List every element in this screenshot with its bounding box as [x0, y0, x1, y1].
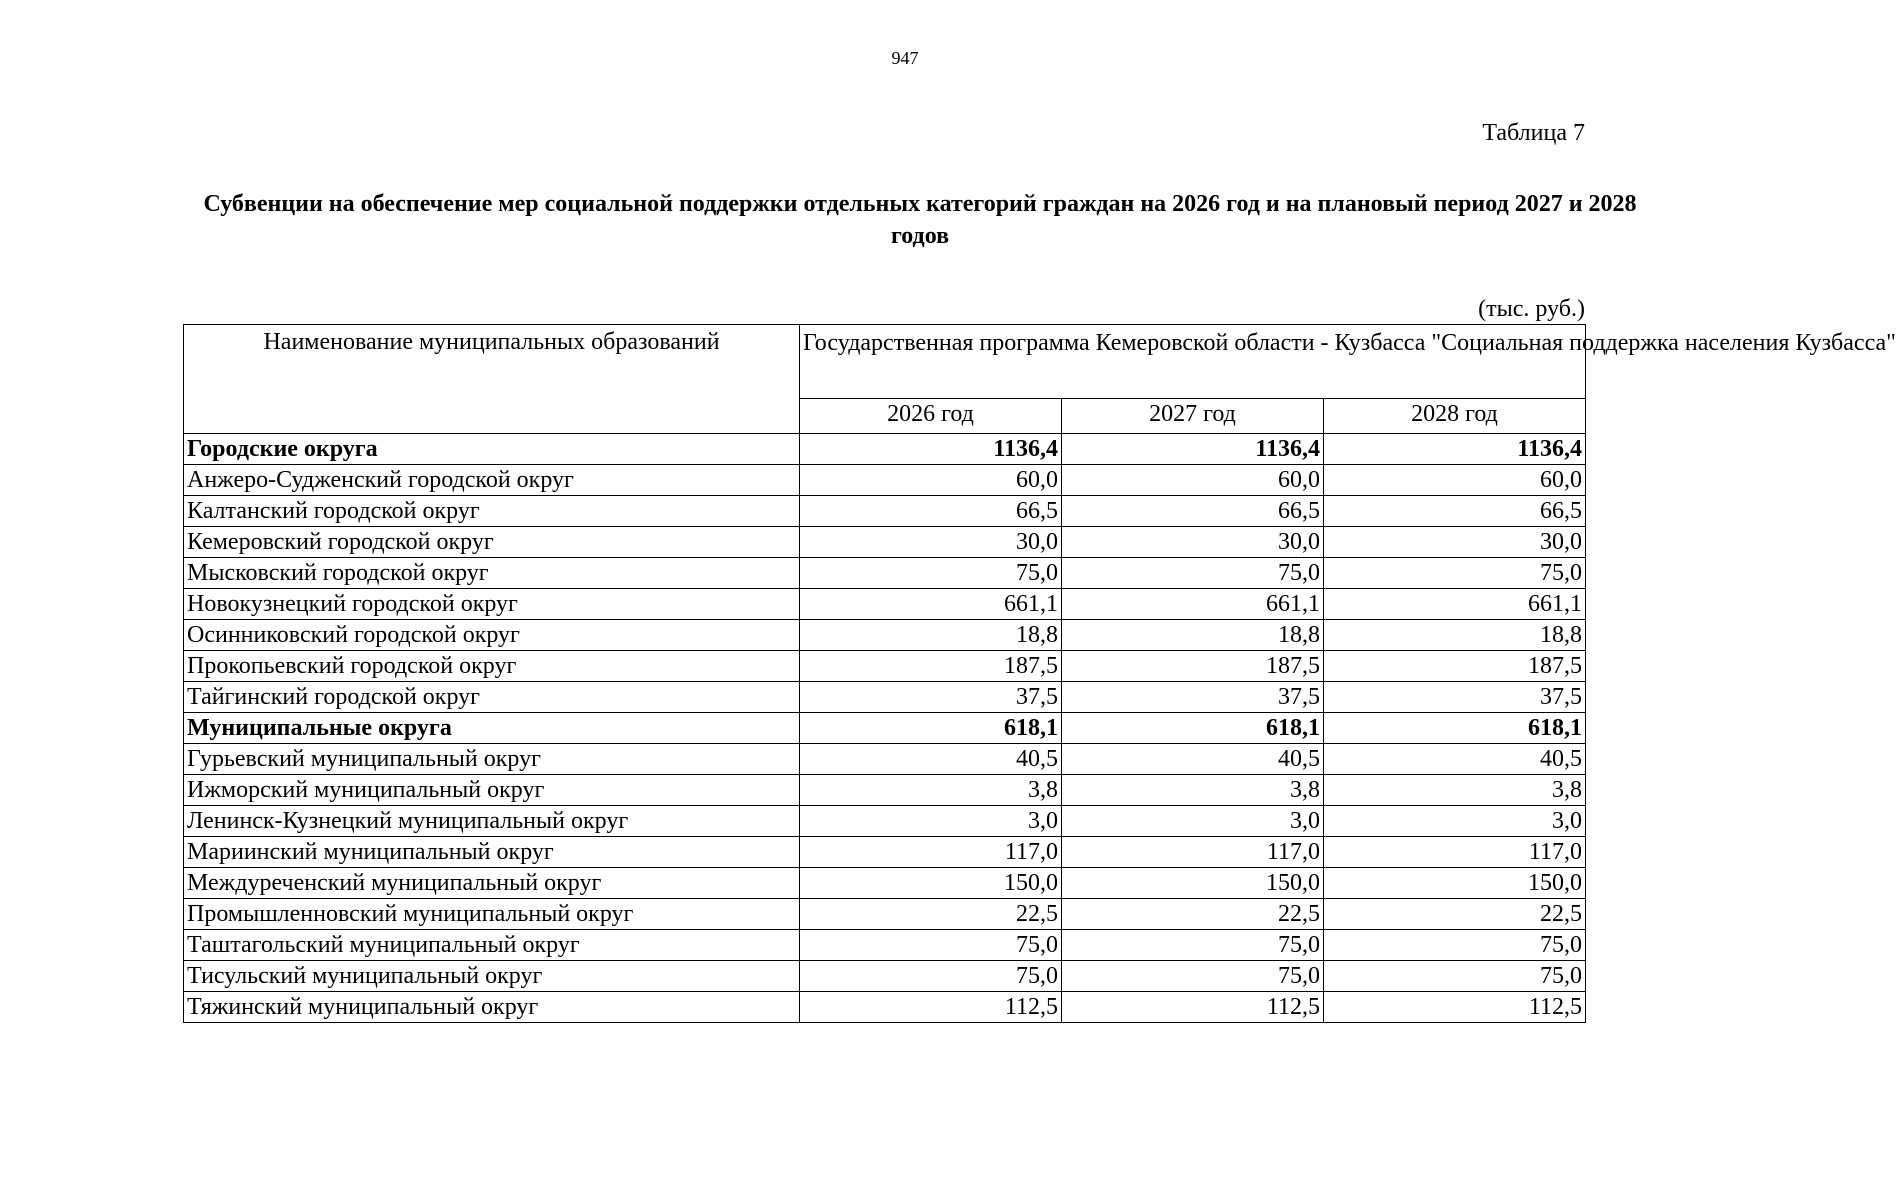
table-row	[184, 496, 1586, 527]
value-2026-год: 187,5	[800, 651, 1062, 682]
table-group-row	[184, 713, 1586, 744]
header-program: Государственная программа Кемеровской области - Кузбасса "Социальная поддержка населения Кузбасса"	[800, 325, 1586, 399]
document-title: Субвенции на обеспечение мер социальной поддержки отдельных категорий граждан на 2026 год и на плановый период 2027 и 2028 годов	[203, 191, 1637, 249]
municipality-name: Междуреченский муниципальный округ	[184, 868, 800, 899]
municipality-name: Калтанский городской округ	[184, 496, 800, 527]
value-2027-год: 117,0	[1062, 837, 1324, 868]
table-row	[184, 961, 1586, 992]
municipality-name: Кемеровский городской округ	[184, 527, 800, 558]
value-2028-год: 22,5	[1324, 899, 1586, 930]
municipality-name: Осинниковский городской округ	[184, 620, 800, 651]
table-row	[184, 744, 1586, 775]
units-label: (тыс. руб.)	[1478, 296, 1585, 322]
value-2026-год: 66,5	[800, 496, 1062, 527]
value-2028-год: 3,0	[1324, 806, 1586, 837]
table-body	[184, 434, 1586, 1023]
value-2026-год: 112,5	[800, 992, 1062, 1023]
value-2027-год: 112,5	[1062, 992, 1324, 1023]
value-2028-год: 661,1	[1324, 589, 1586, 620]
table-row	[184, 899, 1586, 930]
header-name-column: Наименование муниципальных образований	[184, 325, 800, 434]
table-row	[184, 682, 1586, 713]
value-2027-год: 661,1	[1062, 589, 1324, 620]
value-2028-год: 112,5	[1324, 992, 1586, 1023]
municipality-name: Мариинский муниципальный округ	[184, 837, 800, 868]
value-2026-год: 75,0	[800, 558, 1062, 589]
table-row	[184, 651, 1586, 682]
municipality-name: Тайгинский городской округ	[184, 682, 800, 713]
value-2027-год: 1136,4	[1062, 434, 1324, 465]
municipality-name: Ижморский муниципальный округ	[184, 775, 800, 806]
value-2027-год: 618,1	[1062, 713, 1324, 744]
page-number: 947	[891, 48, 919, 68]
value-2027-год: 37,5	[1062, 682, 1324, 713]
value-2028-год: 150,0	[1324, 868, 1586, 899]
municipality-name: Тисульский муниципальный округ	[184, 961, 800, 992]
table-label: Таблица 7	[1482, 120, 1585, 146]
value-2026-год: 30,0	[800, 527, 1062, 558]
value-2026-год: 40,5	[800, 744, 1062, 775]
value-2028-год: 75,0	[1324, 930, 1586, 961]
value-2027-год: 18,8	[1062, 620, 1324, 651]
value-2027-год: 187,5	[1062, 651, 1324, 682]
municipality-name: Анжеро-Судженский городской округ	[184, 465, 800, 496]
table-row	[184, 527, 1586, 558]
municipality-name: Городские округа	[184, 434, 800, 465]
value-2027-год: 150,0	[1062, 868, 1324, 899]
table-row	[184, 868, 1586, 899]
value-2028-год: 66,5	[1324, 496, 1586, 527]
municipality-name: Прокопьевский городской округ	[184, 651, 800, 682]
value-2028-год: 75,0	[1324, 558, 1586, 589]
municipality-name: Гурьевский муниципальный округ	[184, 744, 800, 775]
value-2028-год: 117,0	[1324, 837, 1586, 868]
value-2026-год: 75,0	[800, 961, 1062, 992]
municipality-name: Тяжинский муниципальный округ	[184, 992, 800, 1023]
value-2027-год: 75,0	[1062, 558, 1324, 589]
value-2027-год: 60,0	[1062, 465, 1324, 496]
value-2027-год: 75,0	[1062, 930, 1324, 961]
subventions-table	[183, 324, 1896, 1023]
header-year-2028: 2028 год	[1324, 398, 1586, 433]
value-2026-год: 150,0	[800, 868, 1062, 899]
value-2028-год: 75,0	[1324, 961, 1586, 992]
value-2026-год: 618,1	[800, 713, 1062, 744]
value-2028-год: 30,0	[1324, 527, 1586, 558]
value-2028-год: 37,5	[1324, 682, 1586, 713]
value-2026-год: 3,8	[800, 775, 1062, 806]
municipality-name: Мысковский городской округ	[184, 558, 800, 589]
value-2027-год: 3,0	[1062, 806, 1324, 837]
table-row	[184, 558, 1586, 589]
header-year-2027: 2027 год	[1062, 398, 1324, 433]
value-2028-год: 1136,4	[1324, 434, 1586, 465]
table-row	[184, 465, 1586, 496]
municipality-name: Ленинск-Кузнецкий муниципальный округ	[184, 806, 800, 837]
value-2026-год: 18,8	[800, 620, 1062, 651]
value-2027-год: 22,5	[1062, 899, 1324, 930]
value-2027-год: 75,0	[1062, 961, 1324, 992]
municipality-name: Промышленновский муниципальный округ	[184, 899, 800, 930]
municipality-name: Муниципальные округа	[184, 713, 800, 744]
header-year-2026: 2026 год	[800, 398, 1062, 433]
municipality-name: Таштагольский муниципальный округ	[184, 930, 800, 961]
value-2026-год: 117,0	[800, 837, 1062, 868]
value-2028-год: 187,5	[1324, 651, 1586, 682]
value-2026-год: 60,0	[800, 465, 1062, 496]
municipality-name: Новокузнецкий городской округ	[184, 589, 800, 620]
value-2027-год: 40,5	[1062, 744, 1324, 775]
value-2027-год: 30,0	[1062, 527, 1324, 558]
value-2028-год: 40,5	[1324, 744, 1586, 775]
value-2026-год: 1136,4	[800, 434, 1062, 465]
value-2028-год: 18,8	[1324, 620, 1586, 651]
table-row	[184, 837, 1586, 868]
value-2028-год: 618,1	[1324, 713, 1586, 744]
table-row	[184, 620, 1586, 651]
table-row	[184, 930, 1586, 961]
value-2026-год: 661,1	[800, 589, 1062, 620]
table-row	[184, 589, 1586, 620]
value-2027-год: 3,8	[1062, 775, 1324, 806]
table-group-row	[184, 434, 1586, 465]
value-2028-год: 3,8	[1324, 775, 1586, 806]
value-2026-год: 3,0	[800, 806, 1062, 837]
table-row	[184, 992, 1586, 1023]
value-2026-год: 75,0	[800, 930, 1062, 961]
value-2026-год: 22,5	[800, 899, 1062, 930]
table-row	[184, 806, 1586, 837]
table-row	[184, 775, 1586, 806]
value-2028-год: 60,0	[1324, 465, 1586, 496]
value-2027-год: 66,5	[1062, 496, 1324, 527]
value-2026-год: 37,5	[800, 682, 1062, 713]
